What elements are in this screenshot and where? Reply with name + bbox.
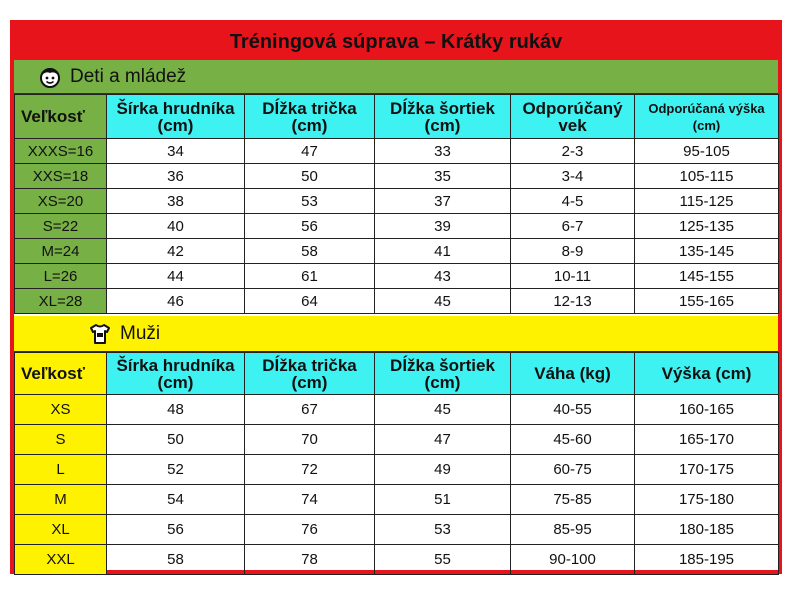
shorts-length-cell: 35 — [375, 164, 511, 189]
shirt-length-cell: 72 — [245, 455, 375, 485]
chest-cell: 36 — [107, 164, 245, 189]
weight-cell: 90-100 — [511, 545, 635, 575]
men-header-shirt-length: Dĺžka trička (cm) — [245, 353, 375, 395]
table-row — [15, 289, 779, 314]
men-header-weight: Váha (kg) — [511, 353, 635, 395]
chart-title: Tréningová súprava – Krátky rukáv — [14, 24, 778, 60]
age-cell: 2-3 — [511, 139, 635, 164]
shirt-length-cell: 74 — [245, 485, 375, 515]
table-row — [15, 545, 779, 575]
age-cell: 4-5 — [511, 189, 635, 214]
shirt-length-cell: 76 — [245, 515, 375, 545]
shorts-length-cell: 47 — [375, 425, 511, 455]
height-cell: 95-105 — [635, 139, 779, 164]
tshirt-icon — [88, 322, 112, 346]
height-cell: 145-155 — [635, 264, 779, 289]
table-row — [15, 189, 779, 214]
shorts-length-cell: 39 — [375, 214, 511, 239]
shirt-length-cell: 53 — [245, 189, 375, 214]
table-row — [15, 485, 779, 515]
kids-header-row — [15, 95, 779, 139]
table-row — [15, 515, 779, 545]
kids-header-shorts-length: Dĺžka šortiek (cm) — [375, 95, 511, 139]
weight-cell: 85-95 — [511, 515, 635, 545]
kids-section-title: Deti a mládež — [70, 65, 187, 87]
height-cell: 105-115 — [635, 164, 779, 189]
height-cell: 125-135 — [635, 214, 779, 239]
men-header-chest: Šírka hrudníka (cm) — [107, 353, 245, 395]
shirt-length-cell: 47 — [245, 139, 375, 164]
size-cell: L — [15, 455, 107, 485]
height-cell: 175-180 — [635, 485, 779, 515]
shirt-length-cell: 58 — [245, 239, 375, 264]
height-cell: 155-165 — [635, 289, 779, 314]
shorts-length-cell: 41 — [375, 239, 511, 264]
weight-cell: 75-85 — [511, 485, 635, 515]
size-cell: XL=28 — [15, 289, 107, 314]
size-cell: XXXS=16 — [15, 139, 107, 164]
chest-cell: 54 — [107, 485, 245, 515]
height-cell: 185-195 — [635, 545, 779, 575]
chest-cell: 42 — [107, 239, 245, 264]
shirt-length-cell: 50 — [245, 164, 375, 189]
table-row — [15, 164, 779, 189]
shirt-length-cell: 70 — [245, 425, 375, 455]
age-cell: 6-7 — [511, 214, 635, 239]
table-row — [15, 239, 779, 264]
height-cell: 115-125 — [635, 189, 779, 214]
child-face-icon — [38, 65, 62, 89]
kids-section-header — [14, 60, 778, 94]
chest-cell: 38 — [107, 189, 245, 214]
kids-header-chest: Šírka hrudníka (cm) — [107, 95, 245, 139]
men-size-table — [14, 352, 779, 575]
men-header-shorts-length: Dĺžka šortiek (cm) — [375, 353, 511, 395]
size-cell: M — [15, 485, 107, 515]
size-cell: XXS=18 — [15, 164, 107, 189]
shorts-length-cell: 49 — [375, 455, 511, 485]
men-header-height: Výška (cm) — [635, 353, 779, 395]
shorts-length-cell: 37 — [375, 189, 511, 214]
shorts-length-cell: 45 — [375, 395, 511, 425]
size-cell: L=26 — [15, 264, 107, 289]
kids-header-height: Odporúčaná výška (cm) — [635, 95, 779, 139]
shirt-length-cell: 64 — [245, 289, 375, 314]
weight-cell: 45-60 — [511, 425, 635, 455]
men-header-row — [15, 353, 779, 395]
shirt-length-cell: 67 — [245, 395, 375, 425]
table-row — [15, 455, 779, 485]
shorts-length-cell: 43 — [375, 264, 511, 289]
table-row — [15, 214, 779, 239]
kids-size-table — [14, 94, 779, 314]
shirt-length-cell: 78 — [245, 545, 375, 575]
size-cell: S — [15, 425, 107, 455]
shorts-length-cell: 33 — [375, 139, 511, 164]
chest-cell: 46 — [107, 289, 245, 314]
weight-cell: 60-75 — [511, 455, 635, 485]
size-cell: S=22 — [15, 214, 107, 239]
height-cell: 180-185 — [635, 515, 779, 545]
chest-cell: 48 — [107, 395, 245, 425]
table-row — [15, 395, 779, 425]
height-cell: 135-145 — [635, 239, 779, 264]
table-row — [15, 264, 779, 289]
chest-cell: 50 — [107, 425, 245, 455]
size-cell: XXL — [15, 545, 107, 575]
men-section-header — [14, 316, 778, 352]
size-cell: XS — [15, 395, 107, 425]
size-chart-frame — [10, 20, 782, 574]
height-cell: 170-175 — [635, 455, 779, 485]
shorts-length-cell: 51 — [375, 485, 511, 515]
size-cell: M=24 — [15, 239, 107, 264]
age-cell: 12-13 — [511, 289, 635, 314]
size-cell: XS=20 — [15, 189, 107, 214]
size-cell: XL — [15, 515, 107, 545]
chest-cell: 58 — [107, 545, 245, 575]
kids-header-shirt-length: Dĺžka trička (cm) — [245, 95, 375, 139]
kids-header-age: Odporúčaný vek — [511, 95, 635, 139]
shorts-length-cell: 45 — [375, 289, 511, 314]
chest-cell: 34 — [107, 139, 245, 164]
age-cell: 10-11 — [511, 264, 635, 289]
table-row — [15, 425, 779, 455]
height-cell: 160-165 — [635, 395, 779, 425]
shorts-length-cell: 55 — [375, 545, 511, 575]
chest-cell: 40 — [107, 214, 245, 239]
shirt-length-cell: 61 — [245, 264, 375, 289]
shirt-length-cell: 56 — [245, 214, 375, 239]
age-cell: 3-4 — [511, 164, 635, 189]
age-cell: 8-9 — [511, 239, 635, 264]
shorts-length-cell: 53 — [375, 515, 511, 545]
height-cell: 165-170 — [635, 425, 779, 455]
table-row — [15, 139, 779, 164]
chest-cell: 44 — [107, 264, 245, 289]
kids-header-size: Veľkosť — [15, 95, 107, 139]
men-section-title: Muži — [120, 322, 161, 344]
weight-cell: 40-55 — [511, 395, 635, 425]
chest-cell: 52 — [107, 455, 245, 485]
men-header-size: Veľkosť — [15, 353, 107, 395]
chest-cell: 56 — [107, 515, 245, 545]
